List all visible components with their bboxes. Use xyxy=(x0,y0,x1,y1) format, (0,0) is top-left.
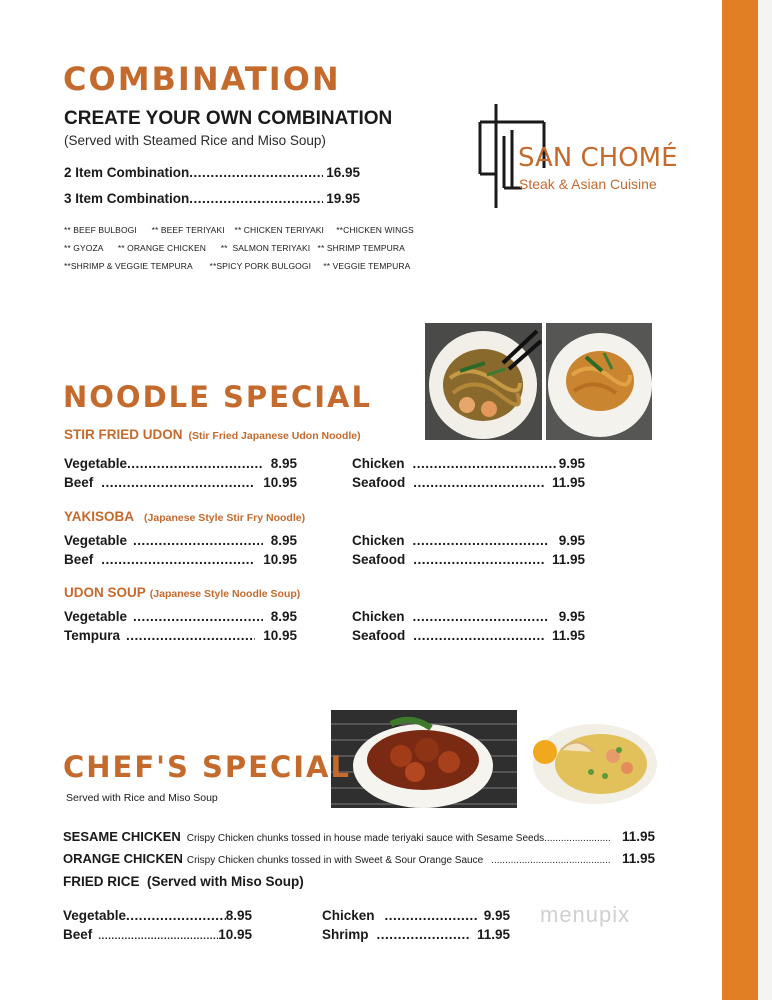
chef-photo-2 xyxy=(521,710,659,808)
chef-note: Served with Rice and Miso Soup xyxy=(66,792,218,804)
menu-row xyxy=(352,456,585,471)
section-name: YAKISOBA xyxy=(64,509,135,524)
leader-dots xyxy=(413,456,556,471)
item-name: Seafood xyxy=(352,475,406,490)
item-name: Chicken xyxy=(322,908,375,923)
orange-chicken-row xyxy=(63,851,655,866)
chef-photo-1 xyxy=(331,710,517,808)
item-price: 10.95 xyxy=(263,552,297,567)
leader-dots xyxy=(413,475,544,490)
leader-dots xyxy=(385,908,478,923)
item-price: 11.95 xyxy=(621,851,655,866)
item-price: 9.95 xyxy=(558,533,585,548)
item-desc: Crispy Chicken chunks tossed in with Sweet & Sour Orange Sauce xyxy=(186,855,484,866)
leader-dots xyxy=(491,855,610,866)
combo-options-line-3: **SHRIMP & VEGGIE TEMPURA **SPICY PORK BULGOGI ** VEGGIE TEMPURA xyxy=(64,261,411,271)
item-name: Beef xyxy=(63,927,93,942)
item-name: Beef xyxy=(64,475,94,490)
leader-dots xyxy=(544,833,610,844)
noodle-photo-1 xyxy=(425,323,542,440)
menu-row xyxy=(322,908,510,923)
item-price: 8.95 xyxy=(225,908,252,923)
yakisoba-heading xyxy=(64,509,305,524)
leader-dots xyxy=(413,533,549,548)
menu-row xyxy=(64,552,297,567)
combination-note: (Served with Steamed Rice and Miso Soup) xyxy=(64,133,326,148)
logo-tagline: Steak & Asian Cuisine xyxy=(519,176,657,192)
item-name: Seafood xyxy=(352,628,406,643)
menupix-watermark: menupix xyxy=(540,902,631,927)
noodle-plate-image xyxy=(425,323,542,440)
combo-item-price: 19.95 xyxy=(326,191,360,206)
leader-dots xyxy=(127,456,263,471)
leader-dots xyxy=(189,165,323,180)
combo-item-2 xyxy=(64,165,360,180)
combo-item-price: 16.95 xyxy=(326,165,360,180)
item-price: 11.95 xyxy=(551,475,585,490)
combo-item-3 xyxy=(64,191,360,206)
menu-row xyxy=(352,628,585,643)
item-price: 8.95 xyxy=(270,609,297,624)
logo-name: SAN CHOMÉ xyxy=(518,143,678,173)
page-edge xyxy=(758,0,772,1000)
leader-dots xyxy=(133,609,263,624)
section-desc: (Japanese Style Noodle Soup) xyxy=(149,588,301,600)
chef-title: CHEF'S SPECIAL xyxy=(63,750,351,784)
item-name: SESAME CHICKEN xyxy=(63,829,181,844)
yakisoba-plate-image xyxy=(546,323,652,440)
noodle-title: NOODLE SPECIAL xyxy=(63,380,372,414)
leader-dots xyxy=(126,908,226,923)
menu-row xyxy=(352,533,585,548)
combo-options-line-1: ** BEEF BULBOGI ** BEEF TERIYAKI ** CHICKEN TERIYAKI **CHICKEN WINGS xyxy=(64,225,414,235)
menu-row xyxy=(64,628,297,643)
item-name: Beef xyxy=(64,552,94,567)
leader-dots xyxy=(377,927,471,942)
leader-dots xyxy=(413,628,544,643)
menu-row xyxy=(64,456,297,471)
combo-options-line-2: ** GYOZA ** ORANGE CHICKEN ** SALMON TERIYAKI ** SHRIMP TEMPURA xyxy=(64,243,405,253)
menu-row xyxy=(64,533,297,548)
item-price: 11.95 xyxy=(551,552,585,567)
item-name: Chicken xyxy=(352,456,405,471)
sesame-chicken-bowl-image xyxy=(331,710,517,808)
leader-dots xyxy=(133,533,263,548)
item-price: 9.95 xyxy=(558,456,585,471)
item-name: Seafood xyxy=(352,552,406,567)
leader-dots xyxy=(413,552,544,567)
item-name: Vegetable xyxy=(64,533,128,548)
sesame-chicken-row xyxy=(63,829,655,844)
menu-row xyxy=(64,475,297,490)
combination-title: COMBINATION xyxy=(63,60,341,98)
item-name: Vegetable xyxy=(64,609,128,624)
item-price: 8.95 xyxy=(270,533,297,548)
leader-dots xyxy=(101,552,255,567)
orange-side-stripe xyxy=(722,0,758,1000)
menu-row xyxy=(352,552,585,567)
section-desc: (Stir Fried Japanese Udon Noodle) xyxy=(188,430,361,442)
leader-dots xyxy=(189,191,323,206)
item-name: Shrimp xyxy=(322,927,369,942)
menu-row xyxy=(63,908,252,923)
item-name: ORANGE CHICKEN xyxy=(63,851,183,866)
section-desc: (Japanese Style Stir Fry Noodle) xyxy=(144,512,306,524)
item-price: 8.95 xyxy=(270,456,297,471)
section-name: STIR FRIED UDON xyxy=(64,427,183,442)
combo-item-name: 2 Item Combination xyxy=(64,165,190,180)
item-price: 11.95 xyxy=(476,927,510,942)
menu-row xyxy=(352,609,585,624)
fried-rice-heading: FRIED RICE (Served with Miso Soup) xyxy=(63,874,304,889)
item-price: 9.95 xyxy=(483,908,510,923)
item-price: 10.95 xyxy=(263,628,297,643)
item-price: 10.95 xyxy=(218,927,252,942)
menu-row xyxy=(64,609,297,624)
stir-fried-udon-heading xyxy=(64,427,361,442)
item-price: 11.95 xyxy=(621,829,655,844)
noodle-photo-2 xyxy=(546,323,652,440)
fried-rice-plate-image xyxy=(521,710,659,808)
item-desc: Crispy Chicken chunks tossed in house made teriyaki sauce with Sesame Seeds xyxy=(186,833,545,844)
menu-row xyxy=(352,475,585,490)
section-name: UDON SOUP xyxy=(64,585,146,600)
combination-subtitle: CREATE YOUR OWN COMBINATION xyxy=(64,108,393,129)
item-price: 11.95 xyxy=(551,628,585,643)
leader-dots xyxy=(413,609,549,624)
item-name: Chicken xyxy=(352,609,405,624)
item-name: Tempura xyxy=(64,628,121,643)
leader-dots xyxy=(98,931,218,942)
item-price: 9.95 xyxy=(558,609,585,624)
item-name: Vegetable xyxy=(64,456,128,471)
udon-soup-heading xyxy=(64,585,300,600)
combo-item-name: 3 Item Combination xyxy=(64,191,190,206)
leader-dots xyxy=(101,475,255,490)
item-price: 10.95 xyxy=(263,475,297,490)
leader-dots xyxy=(126,628,255,643)
item-name: Vegetable xyxy=(63,908,127,923)
menu-row xyxy=(63,927,252,942)
item-name: Chicken xyxy=(352,533,405,548)
menu-row xyxy=(322,927,510,942)
